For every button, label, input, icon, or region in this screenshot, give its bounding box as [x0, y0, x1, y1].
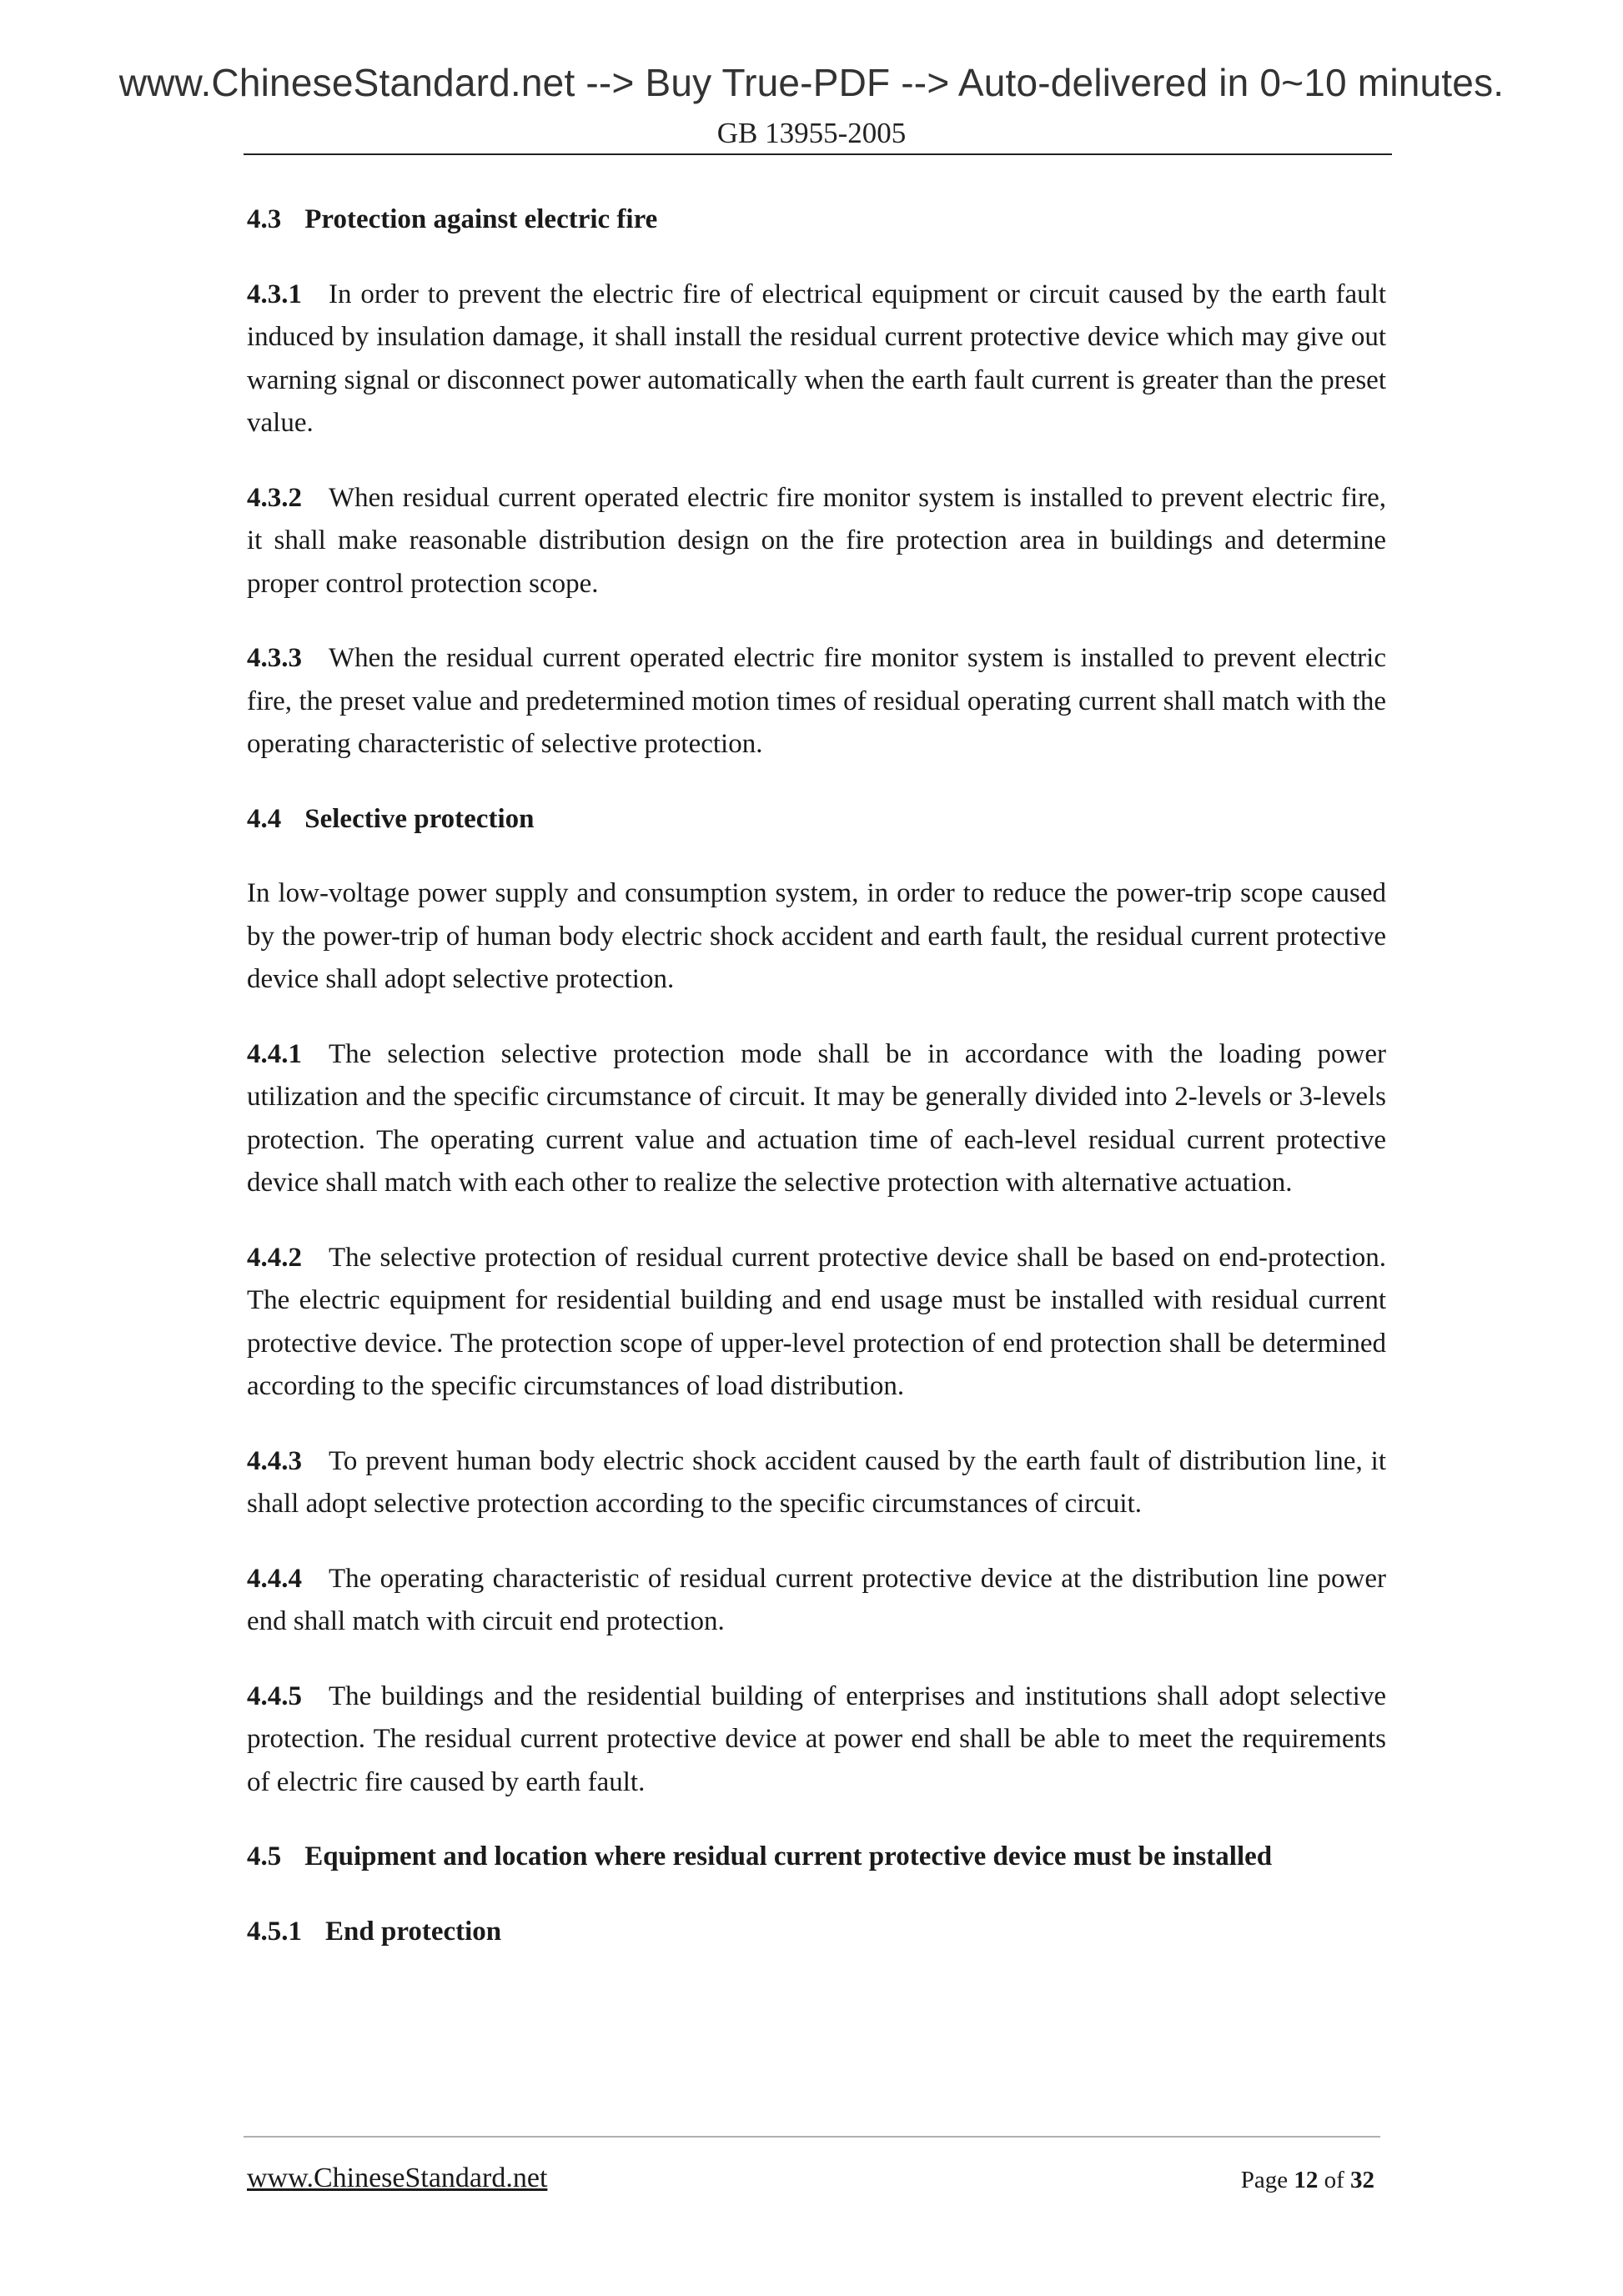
- section-title: End protection: [325, 1916, 502, 1947]
- clause-number: 4.4.4: [247, 1563, 302, 1594]
- clause-number: 4.3.1: [247, 279, 302, 309]
- clause-4-3-2: [247, 477, 1386, 606]
- footer-site-link[interactable]: www.ChineseStandard.net: [247, 2163, 548, 2193]
- clause-text: The selective protection of residual current protective device shall be based on end-protection. The electric equipment for residential building and end usage must be installed with residual current protective device. The protection scope of upper-level protection of end protection shall be determined according to the specific circumstances of load distribution.: [247, 1242, 1386, 1401]
- clause-text: The buildings and the residential building of enterprises and institutions shall adopt selective protection. The residual current protective device at power end shall be able to meet the requirements of electric fire caused by earth fault.: [247, 1681, 1386, 1797]
- clause-number: 4.3.3: [247, 643, 302, 673]
- clause-4-4-5: [247, 1676, 1386, 1805]
- clause-text: To prevent human body electric shock accident caused by the earth fault of distribution line, it shall adopt selective protection according to the specific circumstances of circuit.: [247, 1445, 1386, 1519]
- clause-text: When the residual current operated electric fire monitor system is installed to prevent electric fire, the preset value and predetermined motion times of residual operating current shall match with the operating characteristic of selective protection.: [247, 643, 1386, 759]
- clause-text: In order to prevent the electric fire of electrical equipment or circuit caused by the earth fault induced by insulation damage, it shall install the residual current protective device which may give out warning signal or disconnect power automatically when the earth fault current is greater than the preset value.: [247, 279, 1386, 438]
- section-4-4-intro: In low-voltage power supply and consumption system, in order to reduce the power-trip scope caused by the power-trip of human body electric shock accident and earth fault, the residual current protective device shall adopt selective protection.: [247, 878, 1386, 994]
- document-body: [247, 198, 1386, 1953]
- clause-4-4-4: [247, 1558, 1386, 1644]
- page-label: Page: [1240, 2167, 1289, 2193]
- clause-4-3-1: [247, 274, 1386, 445]
- section-4-5-heading: [247, 1836, 1386, 1879]
- clause-text: When residual current operated electric fire monitor system is installed to prevent electric fire, it shall make reasonable distribution design on the fire protection area in buildings and determine proper control protection scope.: [247, 482, 1386, 599]
- clause-4-4-3: [247, 1440, 1386, 1526]
- section-number: 4.5: [247, 1841, 282, 1871]
- clause-number: 4.4.1: [247, 1038, 302, 1069]
- clause-4-3-3: [247, 637, 1386, 766]
- section-4-3-heading: [247, 198, 1386, 242]
- header-divider: [244, 153, 1392, 155]
- section-number: 4.3: [247, 204, 282, 234]
- download-banner: www.ChineseStandard.net --> Buy True-PDF --> Auto-delivered in 0~10 minutes.: [118, 61, 1505, 104]
- page-indicator: [1241, 2167, 1374, 2194]
- clause-number: 4.4.2: [247, 1242, 302, 1273]
- section-title: Equipment and location where residual current protective device must be installed: [304, 1841, 1273, 1871]
- page-current: 12: [1294, 2167, 1319, 2193]
- clause-4-4-2: [247, 1237, 1386, 1409]
- clause-number: 4.4.3: [247, 1445, 302, 1476]
- clause-text: The operating characteristic of residual current protective device at the distribution line power end shall match with circuit end protection.: [247, 1563, 1386, 1636]
- clause-number: 4.3.2: [247, 482, 302, 513]
- page-of-label: of: [1324, 2167, 1344, 2193]
- page-total: 32: [1350, 2167, 1374, 2193]
- clause-number: 4.4.5: [247, 1681, 302, 1711]
- standard-number: GB 13955-2005: [716, 117, 907, 149]
- clause-4-4-1: [247, 1033, 1386, 1205]
- section-4-4-heading: [247, 798, 1386, 842]
- section-number: 4.4: [247, 803, 282, 834]
- clause-text: The selection selective protection mode shall be in accordance with the loading power utilization and the specific circumstance of circuit. It may be generally divided into 2-levels or 3-levels protection. The operating current value and actuation time of each-level residual current protective device shall match with each other to realize the selective protection with alternative actuation.: [247, 1038, 1386, 1198]
- section-number: 4.5.1: [247, 1916, 302, 1947]
- section-4-5-1-heading: [247, 1911, 1386, 1954]
- section-title: Selective protection: [304, 803, 535, 834]
- footer-divider: [244, 2136, 1380, 2138]
- section-title: Protection against electric fire: [304, 204, 658, 234]
